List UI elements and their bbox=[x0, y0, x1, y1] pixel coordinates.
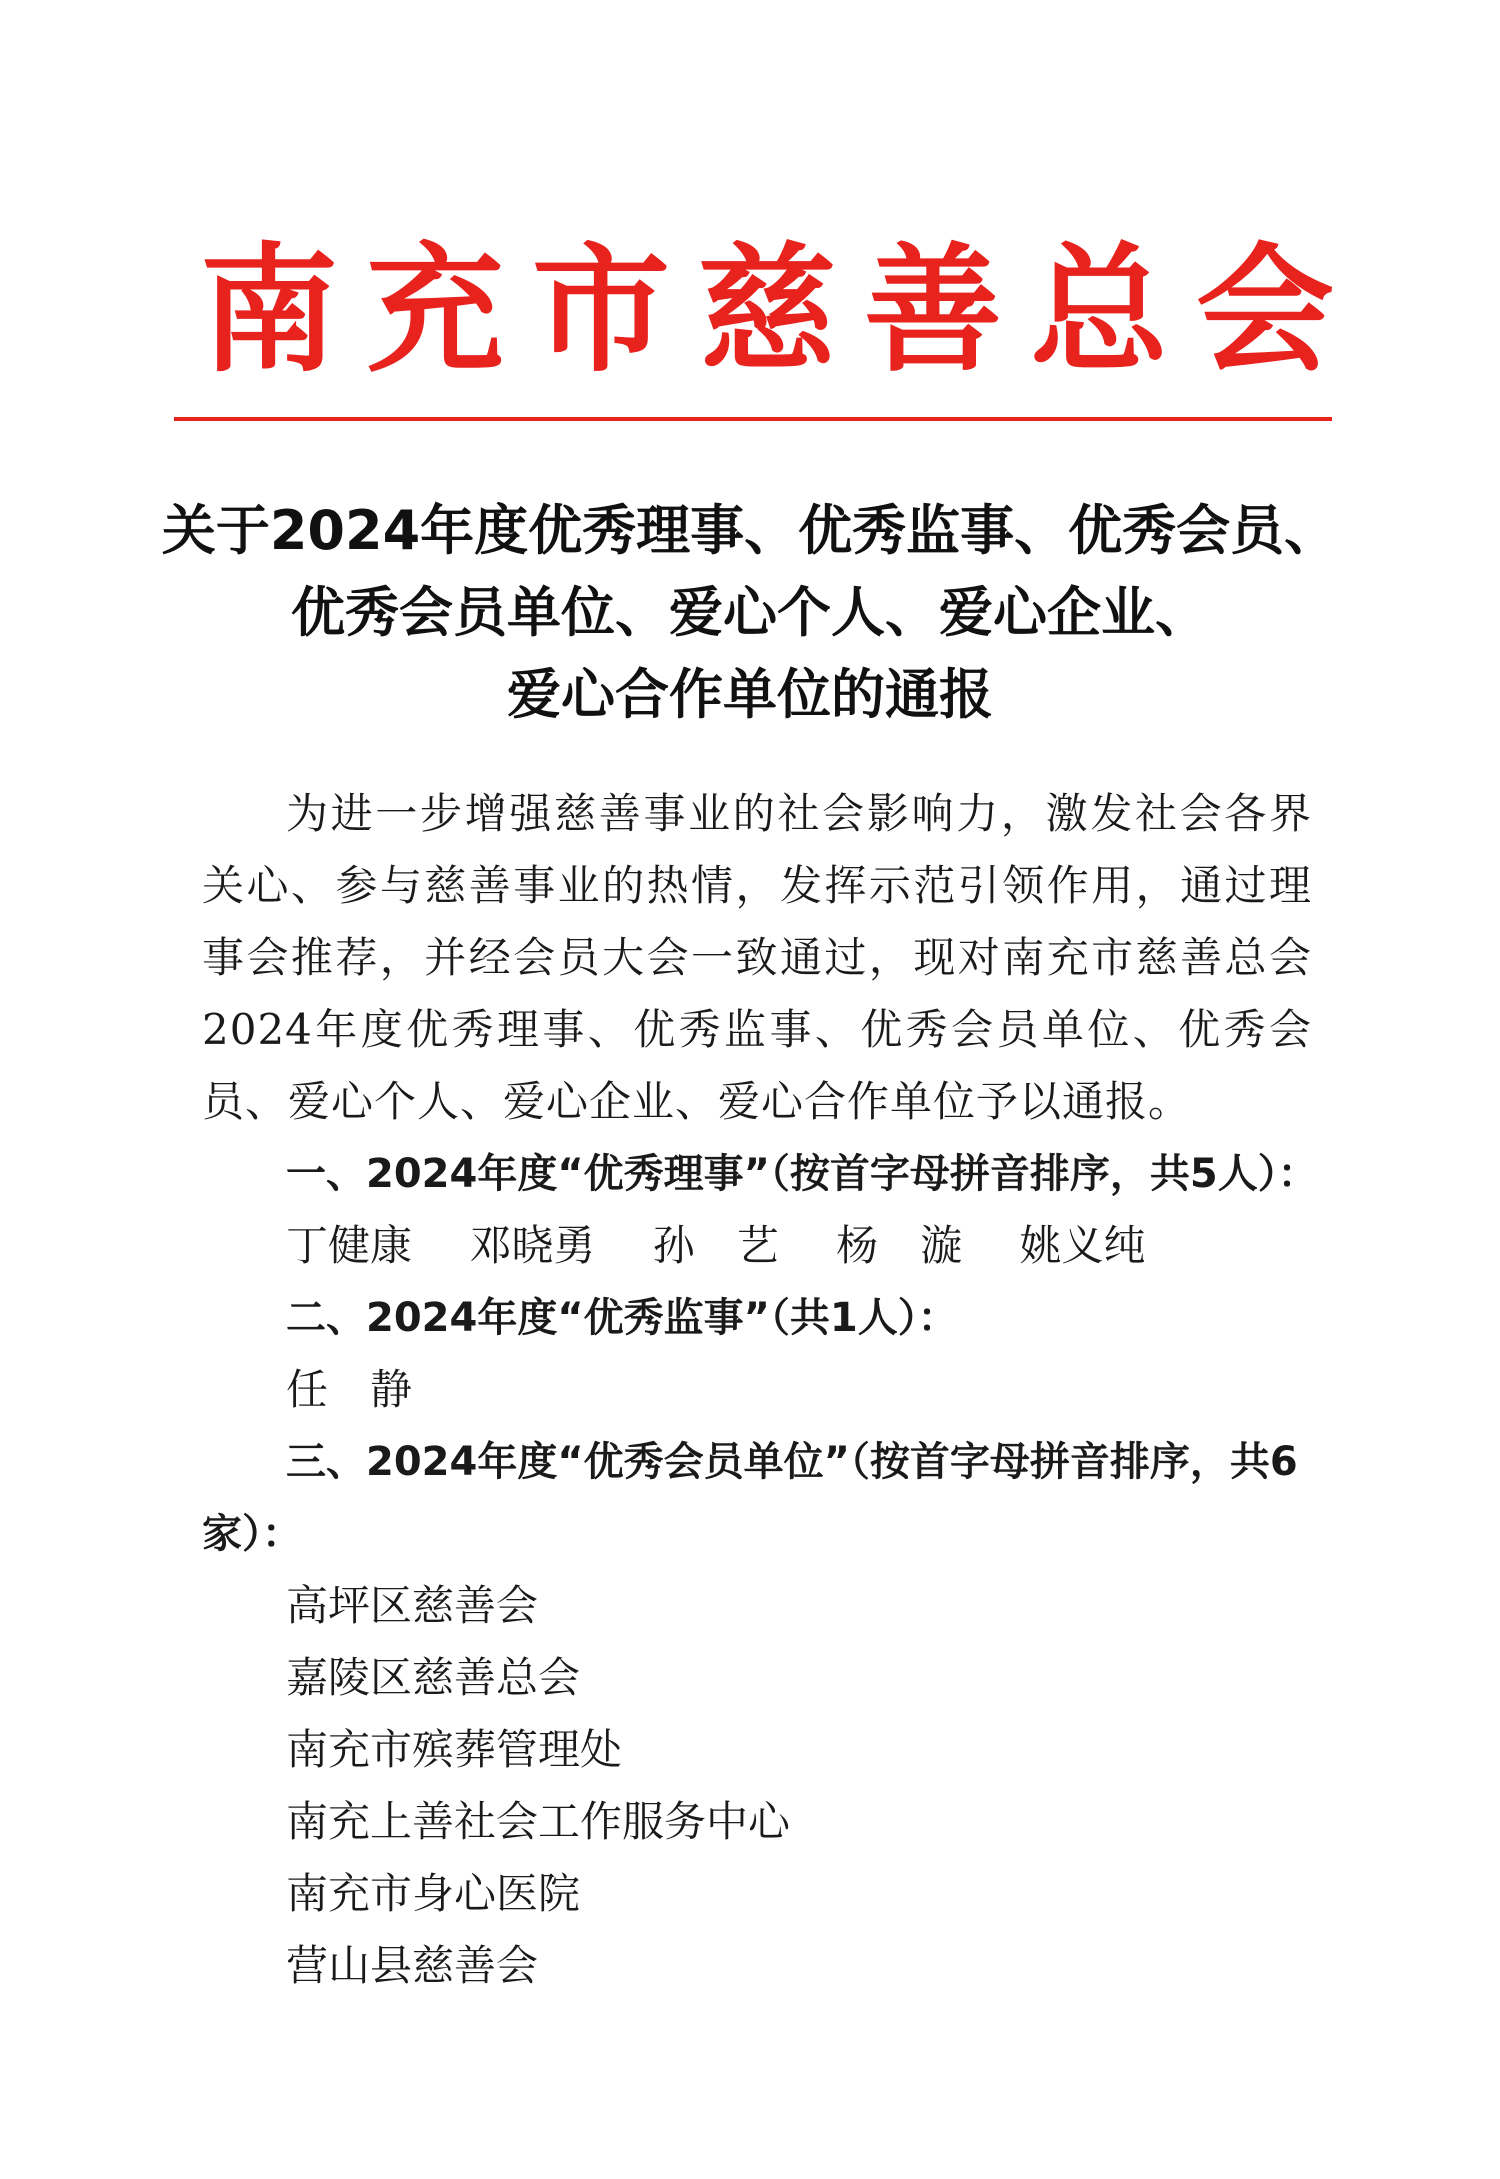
list-item: 南充市殡葬管理处 bbox=[286, 1725, 623, 1774]
title-line: 爱心合作单位的通报 bbox=[507, 663, 993, 726]
person-name: 邓晓勇 bbox=[469, 1221, 596, 1270]
person-name: 丁健康 bbox=[286, 1221, 413, 1270]
section-heading-member-units: 三、2024年度“优秀会员单位”（按首字母拼音排序，共6家）： bbox=[202, 1439, 1298, 1557]
section-heading-supervisors: 二、2024年度“优秀监事”（共1人）： bbox=[286, 1295, 958, 1341]
section-heading-directors: 一、2024年度“优秀理事”（按首字母拼音排序，共5人）： bbox=[286, 1151, 1318, 1197]
org-masthead: 南充市慈善总会 bbox=[200, 228, 1363, 391]
list-item: 营山县慈善会 bbox=[286, 1941, 539, 1990]
intro-paragraph: 为进一步增强慈善事业的社会影响力，激发社会各界关心、参与慈善事业的热情，发挥示范引领作用，通过理事会推荐，并经会员大会一致通过，现对南充市慈善总会2024年度优秀理事、优秀监事、优秀会员单位、优秀会员、爱心个人、爱心企业、爱心合作单位予以通报。 bbox=[202, 789, 1312, 1126]
person-name: 杨 漩 bbox=[836, 1221, 963, 1270]
list-item: 南充市身心医院 bbox=[286, 1869, 581, 1918]
member-units-list bbox=[202, 1570, 1312, 2002]
person-name: 孙 艺 bbox=[652, 1221, 779, 1270]
masthead-divider bbox=[174, 417, 1332, 421]
supervisors-names bbox=[202, 1354, 1312, 1426]
title-line: 关于2024年度优秀理事、优秀监事、优秀会员、 bbox=[161, 499, 1339, 562]
document-title bbox=[150, 490, 1350, 736]
document-body bbox=[202, 778, 1318, 2002]
list-item: 嘉陵区慈善总会 bbox=[286, 1653, 581, 1702]
title-line: 优秀会员单位、爱心个人、爱心企业、 bbox=[291, 581, 1209, 644]
list-item: 南充上善社会工作服务中心 bbox=[286, 1797, 791, 1846]
person-name: 任 静 bbox=[286, 1365, 413, 1414]
directors-names bbox=[202, 1210, 1312, 1282]
list-item: 高坪区慈善会 bbox=[286, 1581, 539, 1630]
person-name: 姚义纯 bbox=[1019, 1221, 1146, 1270]
